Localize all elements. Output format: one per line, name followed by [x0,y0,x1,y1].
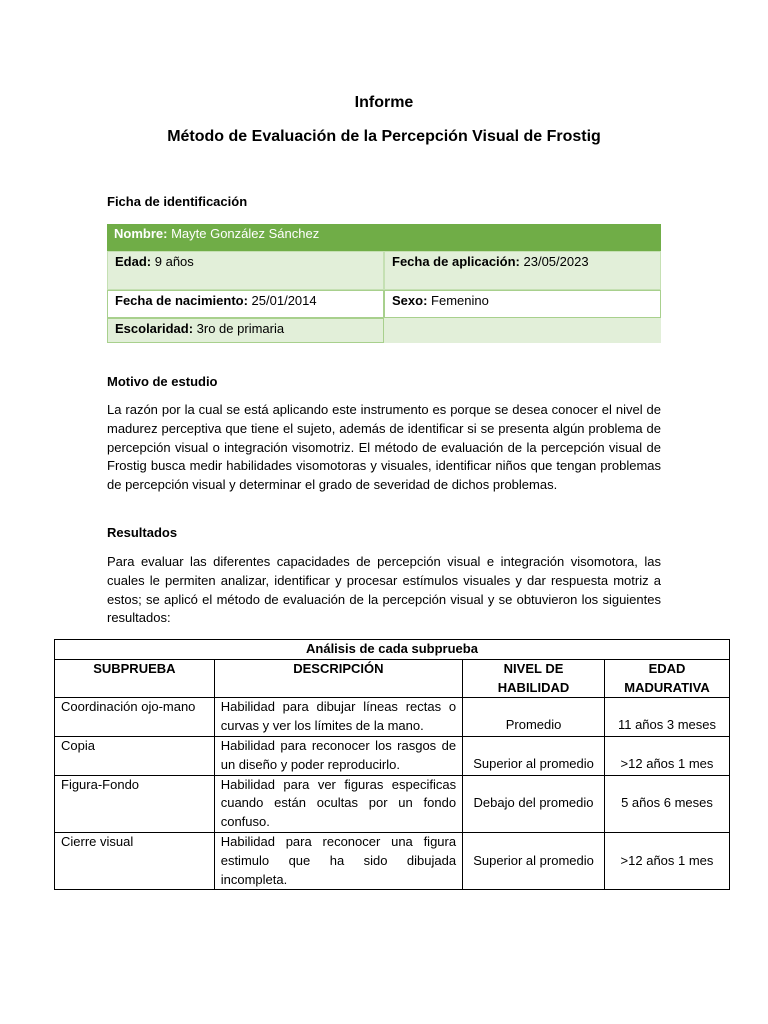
name-value: Mayte González Sánchez [171,226,320,241]
cell-age: 5 años 6 meses [604,775,729,832]
age-cell [107,251,384,290]
name-label: Nombre: [114,226,168,241]
header-level: NIVEL DE HABILIDAD [463,659,605,698]
cell-description: Habilidad para ver figuras especificas cuando están ocultas por un fondo confuso. [214,775,462,832]
motive-heading: Motivo de estudio [107,374,218,389]
birth-date-cell [107,290,384,318]
cell-level: Superior al promedio [463,832,605,889]
table-row [55,775,730,832]
cell-subtest: Figura-Fondo [55,775,215,832]
results-paragraph: Para evaluar las diferentes capacidades de percepción visual e integración visomotora, las cuales le permiten analizar, identificar y procesar estímulos visuales y dar respuesta motriz a estos; se aplicó el método de evaluación de la percepción visual y se obtuvieron los siguientes resultados: [107,554,661,626]
name-cell [107,224,661,251]
application-date-value: 23/05/2023 [523,254,589,269]
cell-description: Habilidad para dibujar líneas rectas o curvas y ver los límites de la mano. [214,698,462,737]
cell-description: Habilidad para reconocer una figura estimulo que ha sido dibujada incompleta. [214,832,462,889]
cell-level: Superior al promedio [463,736,605,775]
cell-subtest: Copia [55,736,215,775]
cell-age: 11 años 3 meses [604,698,729,737]
header-age: EDAD MADURATIVA [604,659,729,698]
table-row [55,736,730,775]
cell-age: >12 años 1 mes [604,736,729,775]
age-value: 9 años [154,254,194,269]
results-table [54,639,730,890]
application-date-cell [384,251,661,290]
table-caption: Análisis de cada subprueba [55,640,730,660]
identification-table [107,224,661,343]
cell-subtest: Coordinación ojo-mano [55,698,215,737]
cell-level: Debajo del promedio [463,775,605,832]
report-title: Informe [354,94,414,111]
schooling-label: Escolaridad: [115,321,194,336]
sex-label: Sexo: [392,293,428,308]
table-row [55,832,730,889]
sex-value: Femenino [431,293,489,308]
motive-paragraph: La razón por la cual se está aplicando este instrumento es porque se desea conocer el nivel de madurez perceptiva que tiene el sujeto, además de identificar si se presenta algún problema de percepción visual o integración visomotriz. El método de evaluación de la percepción visual de Frostig busca medir habilidades visomotoras y visuales, identificar niños que tengan problemas de percepción visual y determinar el grado de severidad de dichos problemas. [107,402,661,493]
results-heading: Resultados [107,525,178,540]
header-description: DESCRIPCIÓN [214,659,462,698]
cell-subtest: Cierre visual [55,832,215,889]
report-subtitle: Método de Evaluación de la Percepción Visual de Frostig [167,128,601,145]
schooling-cell [107,318,384,343]
identification-heading: Ficha de identificación [107,194,248,209]
schooling-value: 3ro de primaria [196,321,285,336]
table-row [55,698,730,737]
birth-date-label: Fecha de nacimiento: [115,293,248,308]
header-subtest: SUBPRUEBA [55,659,215,698]
application-date-label: Fecha de aplicación: [392,254,520,269]
cell-level: Promedio [463,698,605,737]
cell-age: >12 años 1 mes [604,832,729,889]
sex-cell [384,290,661,318]
birth-date-value: 25/01/2014 [251,293,317,308]
cell-description: Habilidad para reconocer los rasgos de un diseño y poder reproducirlo. [214,736,462,775]
age-label: Edad: [115,254,152,269]
empty-cell [384,318,661,343]
